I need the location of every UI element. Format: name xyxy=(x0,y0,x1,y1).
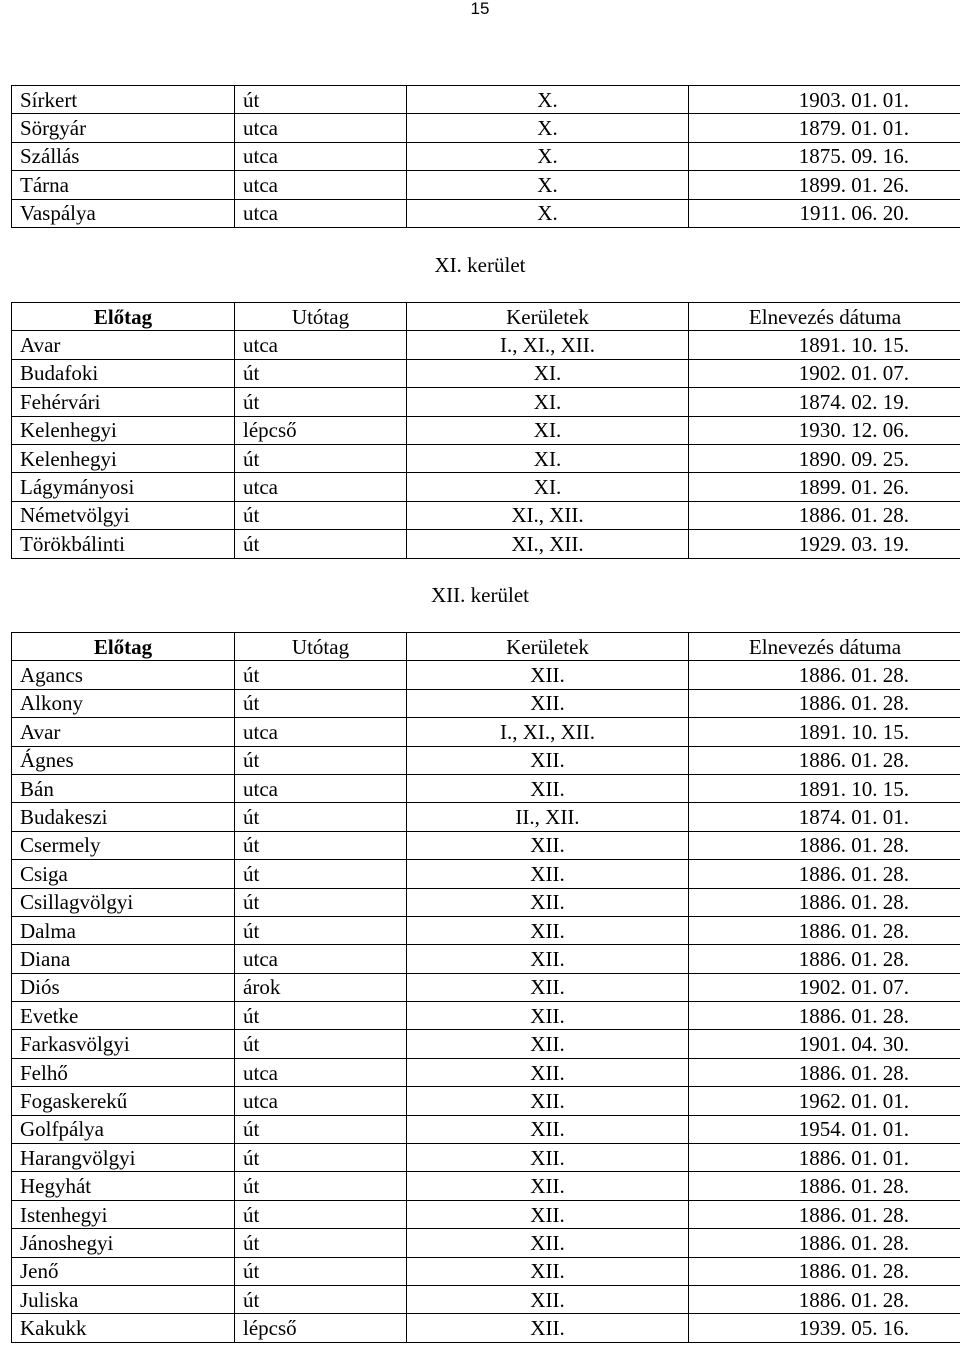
street-prefix-cell: Kelenhegyi xyxy=(12,416,235,444)
table-row xyxy=(12,1172,960,1200)
street-suffix-cell: út xyxy=(235,831,407,859)
street-suffix-cell: út xyxy=(235,888,407,916)
street-prefix-cell: Tárna xyxy=(12,171,235,199)
street-prefix-cell: Jánoshegyi xyxy=(12,1229,235,1257)
naming-date-cell: 1886. 01. 28. xyxy=(689,501,960,529)
table-row xyxy=(12,1144,960,1172)
table-row xyxy=(12,746,960,774)
street-prefix-cell: Avar xyxy=(12,718,235,746)
street-suffix-cell: lépcső xyxy=(235,416,407,444)
districts-cell: XII. xyxy=(407,1285,689,1313)
street-prefix-cell: Diana xyxy=(12,945,235,973)
street-suffix-cell: út xyxy=(235,86,407,114)
districts-cell: XI. xyxy=(407,388,689,416)
street-suffix-cell: út xyxy=(235,1002,407,1030)
districts-cell: XI. xyxy=(407,359,689,387)
naming-date-cell: 1902. 01. 07. xyxy=(689,359,960,387)
street-prefix-cell: Ágnes xyxy=(12,746,235,774)
table-row xyxy=(12,831,960,859)
street-suffix-cell: utca xyxy=(235,1087,407,1115)
districts-cell: XII. xyxy=(407,945,689,973)
table-row xyxy=(12,774,960,802)
table-row xyxy=(12,1002,960,1030)
naming-date-cell: 1890. 09. 25. xyxy=(689,444,960,472)
table-row xyxy=(12,199,960,227)
table-row xyxy=(12,359,960,387)
districts-cell: XII. xyxy=(407,689,689,717)
street-suffix-cell: út xyxy=(235,1144,407,1172)
street-prefix-cell: Agancs xyxy=(12,661,235,689)
street-prefix-cell: Vaspálya xyxy=(12,199,235,227)
table-row xyxy=(12,473,960,501)
naming-date-cell: 1886. 01. 28. xyxy=(689,746,960,774)
naming-date-cell: 1886. 01. 28. xyxy=(689,1285,960,1313)
table-row xyxy=(12,1087,960,1115)
districts-cell: XII. xyxy=(407,1087,689,1115)
table-row xyxy=(12,945,960,973)
street-prefix-cell: Csiga xyxy=(12,860,235,888)
naming-date-cell: 1899. 01. 26. xyxy=(689,171,960,199)
street-prefix-cell: Golfpálya xyxy=(12,1115,235,1143)
column-header-suffix: Utótag xyxy=(235,303,407,331)
street-suffix-cell: utca xyxy=(235,718,407,746)
naming-date-cell: 1930. 12. 06. xyxy=(689,416,960,444)
districts-cell: XII. xyxy=(407,1002,689,1030)
naming-date-cell: 1874. 02. 19. xyxy=(689,388,960,416)
column-header-districts: Kerületek xyxy=(407,303,689,331)
district-xii-rows xyxy=(12,661,960,1342)
districts-cell: XII. xyxy=(407,1172,689,1200)
street-suffix-cell: út xyxy=(235,1030,407,1058)
naming-date-cell: 1939. 05. 16. xyxy=(689,1314,960,1342)
naming-date-cell: 1886. 01. 28. xyxy=(689,661,960,689)
table-row xyxy=(12,1314,960,1342)
street-suffix-cell: utca xyxy=(235,114,407,142)
table-row xyxy=(12,171,960,199)
street-suffix-cell: utca xyxy=(235,1058,407,1086)
street-suffix-cell: utca xyxy=(235,199,407,227)
street-suffix-cell: utca xyxy=(235,331,407,359)
districts-cell: XII. xyxy=(407,746,689,774)
street-suffix-cell: utca xyxy=(235,473,407,501)
naming-date-cell: 1891. 10. 15. xyxy=(689,331,960,359)
street-suffix-cell: út xyxy=(235,689,407,717)
naming-date-cell: 1886. 01. 28. xyxy=(689,1058,960,1086)
naming-date-cell: 1886. 01. 28. xyxy=(689,916,960,944)
table-row xyxy=(12,416,960,444)
street-prefix-cell: Csillagvölgyi xyxy=(12,888,235,916)
districts-cell: XII. xyxy=(407,661,689,689)
naming-date-cell: 1886. 01. 28. xyxy=(689,1002,960,1030)
districts-cell: XI. xyxy=(407,416,689,444)
naming-date-cell: 1886. 01. 28. xyxy=(689,831,960,859)
table-row xyxy=(12,530,960,558)
street-suffix-cell: út xyxy=(235,860,407,888)
table-header-row xyxy=(12,303,960,331)
street-suffix-cell: út xyxy=(235,501,407,529)
section-title-xi: XI. kerület xyxy=(434,253,526,277)
street-prefix-cell: Szállás xyxy=(12,142,235,170)
table-row xyxy=(12,718,960,746)
districts-cell: XII. xyxy=(407,831,689,859)
naming-date-cell: 1903. 01. 01. xyxy=(689,86,960,114)
districts-cell: I., XI., XII. xyxy=(407,718,689,746)
column-header-suffix: Utótag xyxy=(235,633,407,661)
street-prefix-cell: Avar xyxy=(12,331,235,359)
street-prefix-cell: Bán xyxy=(12,774,235,802)
street-prefix-cell: Jenő xyxy=(12,1257,235,1285)
naming-date-cell: 1886. 01. 28. xyxy=(689,1229,960,1257)
street-suffix-cell: út xyxy=(235,530,407,558)
street-suffix-cell: út xyxy=(235,661,407,689)
district-xi-rows xyxy=(12,331,960,558)
street-suffix-cell: árok xyxy=(235,973,407,1001)
districts-cell: X. xyxy=(407,86,689,114)
column-header-districts: Kerületek xyxy=(407,633,689,661)
table-row xyxy=(12,114,960,142)
table-row xyxy=(12,1030,960,1058)
districts-cell: XII. xyxy=(407,888,689,916)
table-row xyxy=(12,803,960,831)
table-row xyxy=(12,860,960,888)
street-suffix-cell: út xyxy=(235,388,407,416)
naming-date-cell: 1891. 10. 15. xyxy=(689,774,960,802)
street-suffix-cell: utca xyxy=(235,945,407,973)
street-prefix-cell: Kelenhegyi xyxy=(12,444,235,472)
column-header-prefix: Előtag xyxy=(12,303,235,331)
naming-date-cell: 1886. 01. 28. xyxy=(689,888,960,916)
naming-date-cell: 1886. 01. 28. xyxy=(689,860,960,888)
naming-date-cell: 1911. 06. 20. xyxy=(689,199,960,227)
districts-cell: I., XI., XII. xyxy=(407,331,689,359)
street-prefix-cell: Juliska xyxy=(12,1285,235,1313)
street-prefix-cell: Farkasvölgyi xyxy=(12,1030,235,1058)
table-row xyxy=(12,888,960,916)
street-suffix-cell: út xyxy=(235,1257,407,1285)
districts-cell: XII. xyxy=(407,1144,689,1172)
street-prefix-cell: Csermely xyxy=(12,831,235,859)
street-prefix-cell: Dalma xyxy=(12,916,235,944)
street-suffix-cell: lépcső xyxy=(235,1314,407,1342)
naming-date-cell: 1899. 01. 26. xyxy=(689,473,960,501)
districts-cell: XI. xyxy=(407,444,689,472)
street-prefix-cell: Harangvölgyi xyxy=(12,1144,235,1172)
street-suffix-cell: utca xyxy=(235,774,407,802)
districts-cell: X. xyxy=(407,142,689,170)
naming-date-cell: 1886. 01. 28. xyxy=(689,1200,960,1228)
street-prefix-cell: Törökbálinti xyxy=(12,530,235,558)
naming-date-cell: 1962. 01. 01. xyxy=(689,1087,960,1115)
street-suffix-cell: út xyxy=(235,746,407,774)
districts-cell: XII. xyxy=(407,774,689,802)
table-row xyxy=(12,661,960,689)
district-x-table xyxy=(11,85,960,228)
districts-cell: XII. xyxy=(407,1314,689,1342)
districts-cell: XII. xyxy=(407,860,689,888)
street-suffix-cell: út xyxy=(235,1229,407,1257)
street-suffix-cell: út xyxy=(235,803,407,831)
naming-date-cell: 1886. 01. 01. xyxy=(689,1144,960,1172)
street-suffix-cell: utca xyxy=(235,171,407,199)
table-row xyxy=(12,1200,960,1228)
street-suffix-cell: út xyxy=(235,1172,407,1200)
street-prefix-cell: Sörgyár xyxy=(12,114,235,142)
districts-cell: X. xyxy=(407,171,689,199)
table-row xyxy=(12,1257,960,1285)
table-row xyxy=(12,973,960,1001)
table-row xyxy=(12,331,960,359)
districts-cell: XI., XII. xyxy=(407,530,689,558)
street-prefix-cell: Alkony xyxy=(12,689,235,717)
street-suffix-cell: utca xyxy=(235,142,407,170)
column-header-prefix: Előtag xyxy=(12,633,235,661)
column-header-naming-date: Elnevezés dátuma xyxy=(689,633,960,661)
column-header-naming-date: Elnevezés dátuma xyxy=(689,303,960,331)
street-suffix-cell: út xyxy=(235,1285,407,1313)
table-row xyxy=(12,689,960,717)
table-row xyxy=(12,388,960,416)
table-row xyxy=(12,444,960,472)
naming-date-cell: 1902. 01. 07. xyxy=(689,973,960,1001)
naming-date-cell: 1874. 01. 01. xyxy=(689,803,960,831)
street-prefix-cell: Budafoki xyxy=(12,359,235,387)
street-prefix-cell: Istenhegyi xyxy=(12,1200,235,1228)
street-prefix-cell: Hegyhát xyxy=(12,1172,235,1200)
district-xii-table xyxy=(11,632,960,1343)
table-row xyxy=(12,501,960,529)
naming-date-cell: 1929. 03. 19. xyxy=(689,530,960,558)
street-suffix-cell: út xyxy=(235,1200,407,1228)
street-suffix-cell: út xyxy=(235,1115,407,1143)
districts-cell: XI. xyxy=(407,473,689,501)
districts-cell: X. xyxy=(407,199,689,227)
table-row xyxy=(12,916,960,944)
districts-cell: X. xyxy=(407,114,689,142)
naming-date-cell: 1879. 01. 01. xyxy=(689,114,960,142)
districts-cell: II., XII. xyxy=(407,803,689,831)
street-prefix-cell: Lágymányosi xyxy=(12,473,235,501)
districts-cell: XII. xyxy=(407,1229,689,1257)
naming-date-cell: 1886. 01. 28. xyxy=(689,945,960,973)
street-prefix-cell: Fehérvári xyxy=(12,388,235,416)
street-suffix-cell: út xyxy=(235,444,407,472)
street-prefix-cell: Felhő xyxy=(12,1058,235,1086)
naming-date-cell: 1886. 01. 28. xyxy=(689,1172,960,1200)
districts-cell: XI., XII. xyxy=(407,501,689,529)
naming-date-cell: 1891. 10. 15. xyxy=(689,718,960,746)
naming-date-cell: 1886. 01. 28. xyxy=(689,689,960,717)
districts-cell: XII. xyxy=(407,1030,689,1058)
street-prefix-cell: Németvölgyi xyxy=(12,501,235,529)
naming-date-cell: 1954. 01. 01. xyxy=(689,1115,960,1143)
table-header-row xyxy=(12,633,960,661)
district-xi-table xyxy=(11,302,960,559)
table-row xyxy=(12,1058,960,1086)
section-title-xii: XII. kerület xyxy=(431,583,529,607)
table-row xyxy=(12,86,960,114)
street-prefix-cell: Budakeszi xyxy=(12,803,235,831)
districts-cell: XII. xyxy=(407,973,689,1001)
street-prefix-cell: Evetke xyxy=(12,1002,235,1030)
naming-date-cell: 1875. 09. 16. xyxy=(689,142,960,170)
districts-cell: XII. xyxy=(407,1200,689,1228)
naming-date-cell: 1901. 04. 30. xyxy=(689,1030,960,1058)
table-row xyxy=(12,1115,960,1143)
districts-cell: XII. xyxy=(407,1058,689,1086)
street-suffix-cell: út xyxy=(235,916,407,944)
street-prefix-cell: Fogaskerekű xyxy=(12,1087,235,1115)
page-number: 15 xyxy=(470,0,490,18)
table-row xyxy=(12,142,960,170)
districts-cell: XII. xyxy=(407,1257,689,1285)
street-suffix-cell: út xyxy=(235,359,407,387)
street-prefix-cell: Kakukk xyxy=(12,1314,235,1342)
street-prefix-cell: Diós xyxy=(12,973,235,1001)
district-x-rows xyxy=(12,86,960,228)
naming-date-cell: 1886. 01. 28. xyxy=(689,1257,960,1285)
table-row xyxy=(12,1229,960,1257)
street-prefix-cell: Sírkert xyxy=(12,86,235,114)
table-row xyxy=(12,1285,960,1313)
districts-cell: XII. xyxy=(407,916,689,944)
districts-cell: XII. xyxy=(407,1115,689,1143)
